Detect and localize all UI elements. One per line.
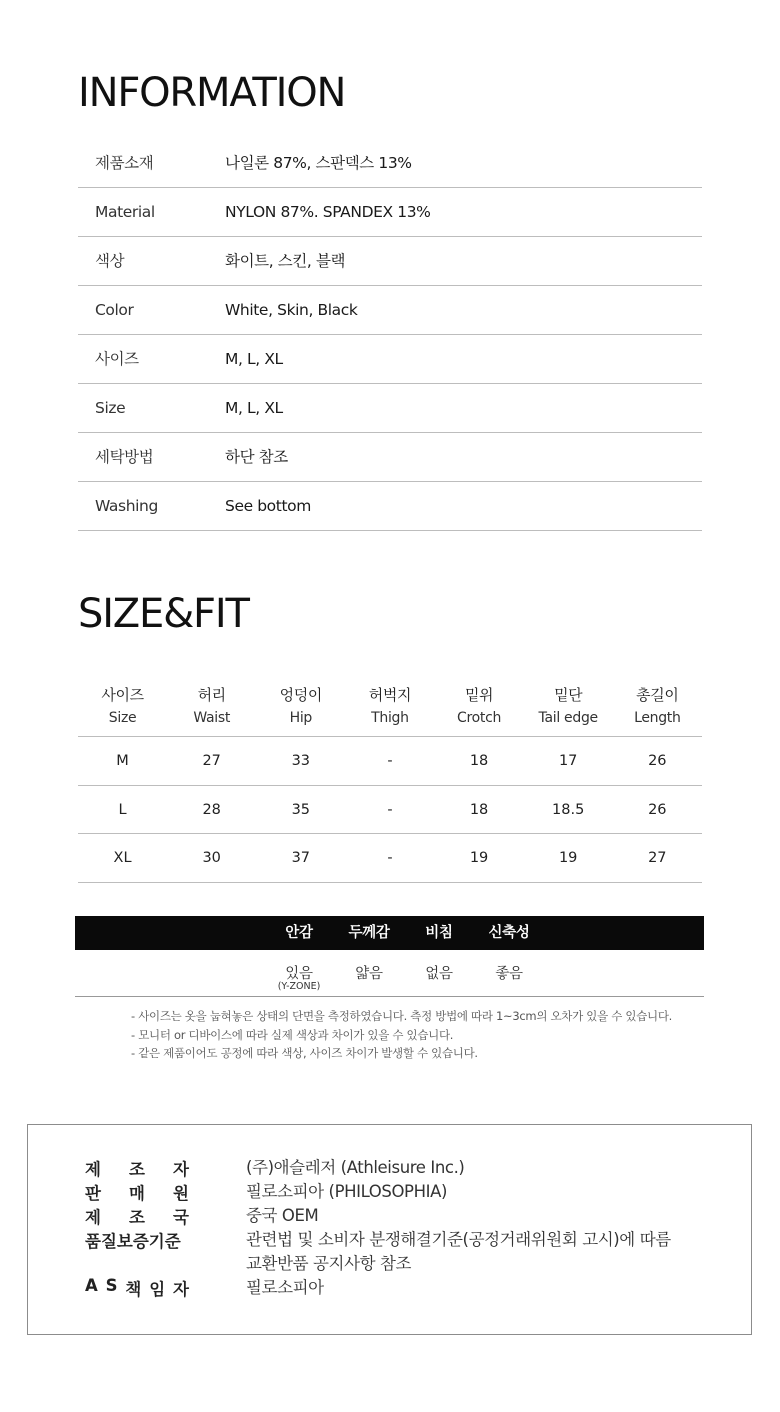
table-cell: 18 xyxy=(469,801,489,818)
label-char: 조 xyxy=(129,1208,145,1227)
label-char: 자 xyxy=(173,1160,189,1179)
maker-value: 필로소피아 (PHILOSOPHIA) xyxy=(246,1182,448,1201)
header-en: Length xyxy=(634,710,681,726)
table-cell: - xyxy=(387,801,393,818)
info-value: M, L, XL xyxy=(225,350,283,368)
table-cell: - xyxy=(387,850,393,866)
maker-label xyxy=(85,1204,189,1228)
info-label: 색상 xyxy=(95,252,125,270)
table-cell: 26 xyxy=(648,801,667,818)
info-row-size-en xyxy=(78,384,702,433)
header-en: Tail edge xyxy=(538,710,598,726)
table-cell: 27 xyxy=(648,850,667,866)
header-ko: 밑단 xyxy=(554,686,583,704)
header-crotch xyxy=(435,676,524,736)
feel-label-thickness: 두께감 xyxy=(348,925,390,941)
maker-value: (주)애슬레저 (Athleisure Inc.) xyxy=(246,1158,465,1177)
feel-value-stretch: 좋음 xyxy=(495,966,523,982)
info-value: White, Skin, Black xyxy=(225,301,358,319)
header-waist xyxy=(167,676,256,736)
label-char: 조 xyxy=(129,1160,145,1179)
table-cell: 35 xyxy=(291,801,311,818)
info-value: 화이트, 스킨, 블랙 xyxy=(225,252,346,270)
info-label: 제품소재 xyxy=(95,154,154,172)
table-cell: L xyxy=(118,801,127,818)
info-label: Size xyxy=(95,399,126,417)
table-cell: 26 xyxy=(648,753,667,769)
info-label: Color xyxy=(95,301,134,319)
header-en: Thigh xyxy=(371,710,409,726)
label-char: 판 xyxy=(85,1184,101,1203)
feel-value-lining: 있음 xyxy=(285,966,313,982)
table-cell: M xyxy=(116,753,129,769)
header-size xyxy=(78,676,167,736)
size-notes xyxy=(131,1007,672,1063)
label-char: 매 xyxy=(129,1184,145,1203)
info-value: NYLON 87%. SPANDEX 13% xyxy=(225,203,431,221)
table-cell: 19 xyxy=(469,850,489,866)
table-cell: 17 xyxy=(558,753,578,769)
label-char: 임 xyxy=(149,1280,166,1299)
table-cell: 37 xyxy=(291,850,311,866)
info-label: Washing xyxy=(95,497,158,515)
table-row xyxy=(78,786,702,835)
info-value: M, L, XL xyxy=(225,399,283,417)
info-row-size-ko xyxy=(78,335,702,384)
header-en: Size xyxy=(108,710,137,726)
label-char: S xyxy=(105,1276,118,1295)
label-char: 자 xyxy=(173,1280,189,1299)
table-cell: 19 xyxy=(558,850,578,866)
info-row-color-ko xyxy=(78,237,702,286)
label-char: 책 xyxy=(125,1280,142,1299)
label-char: A xyxy=(85,1276,98,1295)
header-length xyxy=(613,676,702,736)
feel-lining-note: (Y-ZONE) xyxy=(277,981,321,992)
info-label: Material xyxy=(95,203,155,221)
info-label: 사이즈 xyxy=(95,350,139,368)
header-ko: 총길이 xyxy=(636,686,679,704)
maker-value: 필로소피아 xyxy=(246,1278,324,1297)
header-ko: 허벅지 xyxy=(368,686,412,704)
note-line: - 모니터 or 디바이스에 따라 실제 색상과 차이가 있을 수 있습니다. xyxy=(131,1027,454,1042)
info-value: 하단 참조 xyxy=(225,448,288,466)
table-row xyxy=(78,737,702,786)
info-label: 세탁방법 xyxy=(95,448,154,466)
feel-label-stretch: 신축성 xyxy=(488,925,530,941)
table-cell: 28 xyxy=(202,801,221,818)
feel-value-sheerness: 없음 xyxy=(425,966,453,982)
maker-value: 교환반품 공지사항 참조 xyxy=(246,1254,412,1273)
maker-label xyxy=(85,1276,189,1300)
info-row-material-en xyxy=(78,188,702,237)
label-char: 제 xyxy=(85,1208,101,1227)
header-tail-edge xyxy=(524,676,613,736)
maker-info-box xyxy=(27,1124,752,1335)
info-row-washing-en xyxy=(78,482,702,531)
table-cell: 18.5 xyxy=(552,801,585,818)
table-cell: - xyxy=(387,753,393,769)
header-en: Waist xyxy=(193,710,231,726)
header-ko: 허리 xyxy=(197,686,226,704)
table-row xyxy=(78,834,702,883)
header-en: Hip xyxy=(289,710,313,726)
table-cell: 33 xyxy=(291,753,311,769)
label-char: 국 xyxy=(173,1208,189,1227)
label-char: 원 xyxy=(173,1184,189,1203)
size-fit-heading: SIZE&FIT xyxy=(78,591,249,637)
header-thigh xyxy=(345,676,434,736)
header-ko: 밑위 xyxy=(464,686,494,704)
information-heading: INFORMATION xyxy=(78,70,346,116)
fabric-feel-values xyxy=(75,950,704,997)
info-row-material-ko xyxy=(78,139,702,188)
info-row-color-en xyxy=(78,286,702,335)
maker-label: 품질보증기준 xyxy=(85,1232,181,1251)
header-ko: 사이즈 xyxy=(101,686,144,704)
maker-value: 관련법 및 소비자 분쟁해결기준(공정거래위원회 고시)에 따름 xyxy=(246,1230,671,1249)
header-en: Crotch xyxy=(457,710,502,726)
table-cell: 18 xyxy=(469,753,489,769)
feel-value-thickness: 얇음 xyxy=(355,966,383,982)
note-line: - 사이즈는 옷을 눕혀놓은 상태의 단면을 측정하였습니다. 측정 방법에 따라 1~3cm의 오차가 있을 수 있습니다. xyxy=(131,1009,672,1023)
maker-value: 중국 OEM xyxy=(246,1206,319,1225)
note-line: - 같은 제품이어도 공정에 따라 색상, 사이즈 차이가 발생할 수 있습니다. xyxy=(131,1046,478,1060)
fabric-feel-header xyxy=(75,916,704,950)
feel-label-lining: 안감 xyxy=(285,925,313,941)
maker-label xyxy=(85,1180,189,1204)
table-cell: 27 xyxy=(202,753,221,769)
info-row-washing-ko xyxy=(78,433,702,482)
header-hip xyxy=(256,676,345,736)
feel-label-sheerness: 비침 xyxy=(425,925,453,941)
table-cell: XL xyxy=(113,850,132,866)
info-value: See bottom xyxy=(225,497,311,515)
size-table xyxy=(78,676,702,883)
header-ko: 엉덩이 xyxy=(279,686,322,704)
label-char: 제 xyxy=(85,1160,101,1179)
info-value: 나일론 87%, 스판덱스 13% xyxy=(225,154,412,172)
information-table xyxy=(78,139,702,531)
size-table-header xyxy=(78,676,702,737)
maker-label xyxy=(85,1156,189,1180)
table-cell: 30 xyxy=(202,850,221,866)
